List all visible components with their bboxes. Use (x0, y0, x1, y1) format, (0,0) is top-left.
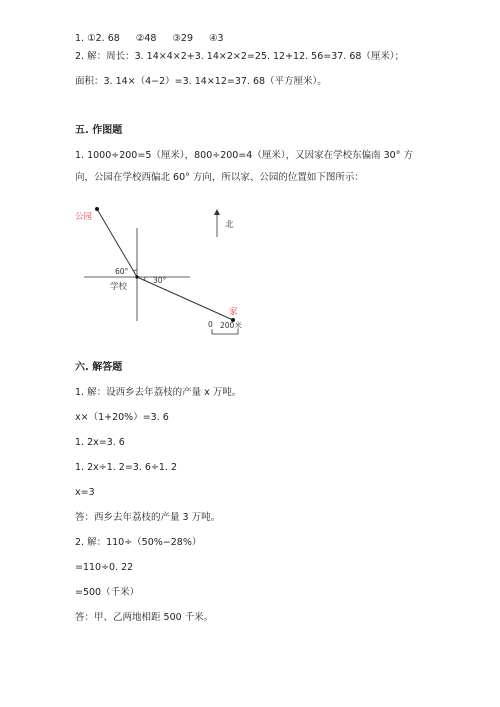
answer-line-3: 面积：3. 14×（4−2）=3. 14×12=37. 68（平方厘米）。 (75, 76, 327, 87)
school-point (135, 275, 138, 278)
answer-1-c: ③29 (172, 33, 194, 44)
answer-1-a: ①2. 68 (87, 33, 120, 44)
school-label: 学校 (110, 282, 128, 292)
park-point (95, 207, 99, 211)
angle-60-arc (133, 270, 137, 271)
section-5-heading: 五. 作图题 (75, 125, 123, 136)
section-6-line: 答：西乡去年荔枝的产量 3 万吨。 (75, 512, 221, 523)
park-label: 公园 (75, 212, 93, 222)
home-label: 家 (229, 307, 238, 317)
section-6-heading: 六. 解答题 (75, 362, 123, 373)
north-label: 北 (225, 220, 234, 230)
section-6-line: =500（千米） (75, 587, 140, 598)
section-6-line: 1. 解：设西乡去年荔枝的产量 x 万吨。 (75, 387, 242, 398)
section-6-line: =110÷0. 22 (75, 562, 134, 573)
section-6-line: x=3 (75, 487, 95, 498)
answer-1-prefix: 1. (75, 33, 88, 44)
section-6-line: 答：甲、乙两地相距 500 千米。 (75, 612, 214, 623)
angle-30-label: 30° (153, 276, 167, 285)
location-diagram (60, 195, 260, 340)
answer-1-b: ②48 (135, 33, 157, 44)
section-6-line: 1. 2x÷1. 2=3. 6÷1. 2 (75, 462, 178, 473)
section-5-paragraph-line-1: 1. 1000÷200=5（厘米），800÷200=4（厘米），又因家在学校东偏南 30° 方 (75, 150, 413, 161)
section-6-line: x×（1+20%）=3. 6 (75, 412, 169, 423)
section-5-paragraph-line-2: 向，公园在学校西偏北 60° 方向，所以家、公园的位置如下图所示： (75, 172, 364, 183)
section-6-line: 2. 解：110÷（50%−28%） (75, 537, 202, 548)
scale-zero-label: 0 (208, 320, 213, 329)
answer-line-1 (75, 33, 224, 45)
angle-60-label: 60° (115, 267, 129, 276)
north-arrow-head-icon (214, 209, 220, 215)
scale-distance-label: 200米 (220, 321, 242, 330)
section-6-line: 1. 2x=3. 6 (75, 437, 125, 448)
school-to-home-line (137, 277, 233, 320)
answer-line-2: 2. 解：周长：3. 14×4×2+3. 14×2×2=25. 12+12. 56=37. 68（厘米）； (75, 51, 405, 62)
answer-1-d: ④3 (209, 33, 224, 44)
